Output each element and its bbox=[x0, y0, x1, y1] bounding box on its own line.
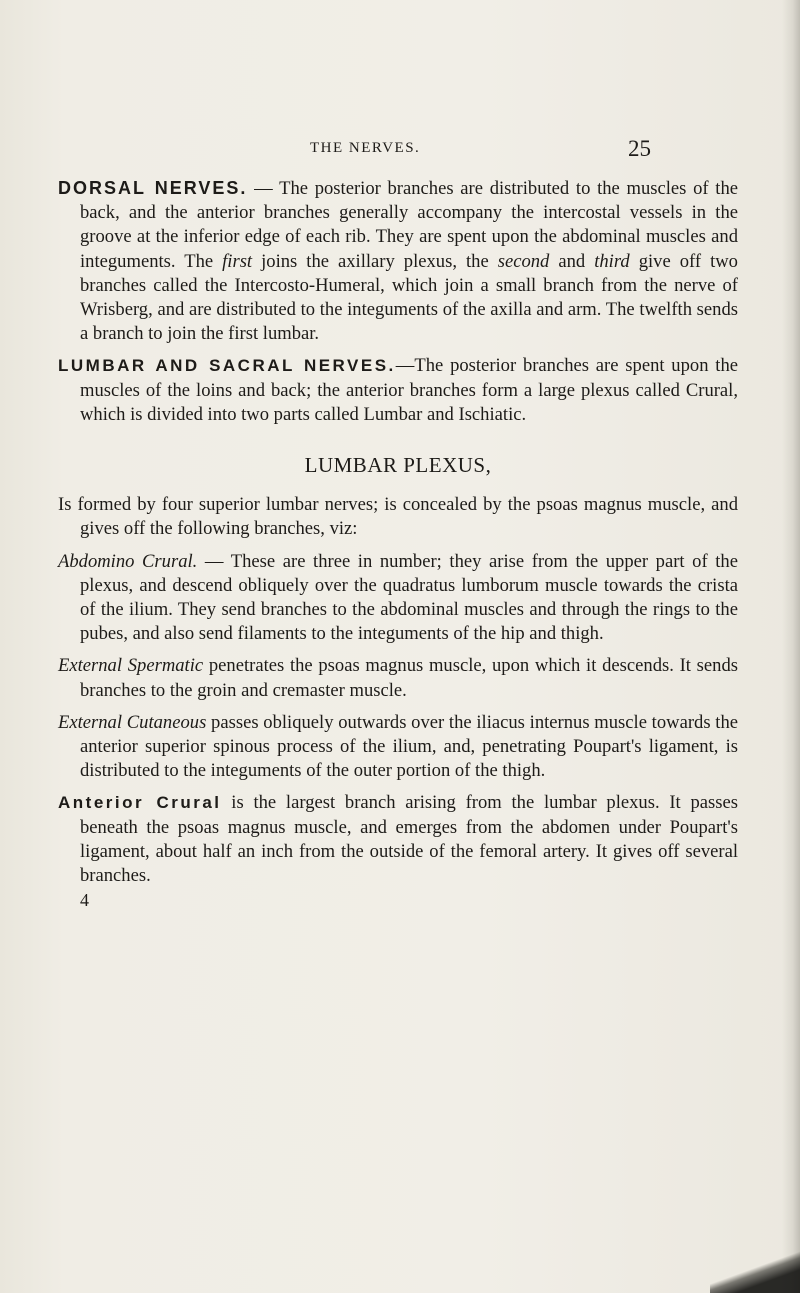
heading-lumbar-plexus: LUMBAR PLEXUS, bbox=[304, 453, 492, 478]
paragraph-lumbar-sacral-nerves bbox=[58, 354, 738, 427]
running-title: THE NERVES. bbox=[310, 140, 421, 156]
lead-external-cutaneous: External Cutaneous bbox=[58, 711, 207, 733]
dash: — bbox=[247, 178, 280, 199]
paragraph-dorsal-nerves bbox=[58, 176, 738, 346]
running-head bbox=[0, 136, 800, 166]
dash: — bbox=[395, 355, 415, 377]
paragraph-external-spermatic bbox=[58, 654, 738, 702]
italic-third: third bbox=[594, 250, 630, 272]
italic-second: second bbox=[497, 250, 550, 272]
text-external-spermatic: penetrates the psoas magnus muscle, upon which it descends. It sends branches to the groin and cremaster muscle. bbox=[80, 655, 738, 701]
lead-dorsal-nerves: DORSAL NERVES. bbox=[58, 178, 248, 198]
text-abdomino-crural: These are three in number; they arise from the upper part of the plexus, and descend obliquely over the quadratus lumborum muscle towards the crista of the ilium. They send branches to the abdominal muscles and through the rings to the pubes, and also send filaments to the integuments of the hip and thigh. bbox=[80, 550, 738, 645]
lead-external-spermatic: External Spermatic bbox=[58, 655, 204, 677]
text-dorsal-3: and bbox=[549, 250, 595, 272]
text-dorsal-1: The posterior branches are distributed to the muscles of the back, and the anterior branches generally accompany the intercostal vessels in the groove at the inferior edge of each rib. They are spent upon the abdominal muscles and integuments. The bbox=[80, 178, 739, 272]
text-plexus-intro: Is formed by four superior lumbar nerves; is concealed by the psoas magnus muscle, and gives off the following branches, viz: bbox=[58, 494, 738, 540]
paragraph-anterior-crural bbox=[58, 791, 738, 888]
lead-anterior-crural: Anterior Crural bbox=[58, 793, 222, 813]
page-edge-shadow bbox=[782, 0, 800, 1293]
lead-lumbar-sacral: LUMBAR AND SACRAL NERVES. bbox=[58, 356, 396, 376]
text-anterior-crural: is the largest branch arising from the lumbar plexus. It passes beneath the psoas magnus muscle, and emerges from the abdomen under Poupart's ligament, about half an inch from the outside of the femoral artery. It gives off several branches. bbox=[80, 792, 738, 887]
italic-first: first bbox=[222, 250, 253, 272]
text-dorsal-4: give off two branches called the Intercosto-Humeral, which join a small branch from the nerve of Wrisberg, and are distributed to the integuments of the axilla and arm. The twelfth sends a branch to join the first lumbar. bbox=[80, 250, 738, 345]
lead-abdomino-crural: Abdomino Crural. bbox=[58, 550, 198, 572]
page-corner-curl bbox=[710, 1233, 800, 1293]
text-dorsal-2: joins the axillary plexus, the bbox=[252, 250, 498, 272]
text-lumbar-sacral: The posterior branches are spent upon the muscles of the loins and back; the anterior branches form a large plexus called Crural, which is divided into two parts called Lumbar and Ischiatic. bbox=[80, 355, 738, 425]
page-number: 25 bbox=[628, 136, 651, 161]
text-external-cutaneous: passes obliquely outwards over the iliacus internus muscle towards the anterior superior spinous process of the ilium, and, penetrating Poupart's ligament, is distributed to the integuments of the outer portion of the thigh. bbox=[80, 711, 739, 782]
signature-mark: 4 bbox=[80, 890, 89, 911]
dash: — bbox=[197, 550, 231, 572]
paragraph-abdomino-crural bbox=[58, 550, 738, 647]
section-heading bbox=[58, 453, 738, 477]
body-text bbox=[58, 176, 738, 912]
paragraph-plexus-intro bbox=[58, 493, 738, 541]
paragraph-external-cutaneous bbox=[58, 711, 738, 784]
